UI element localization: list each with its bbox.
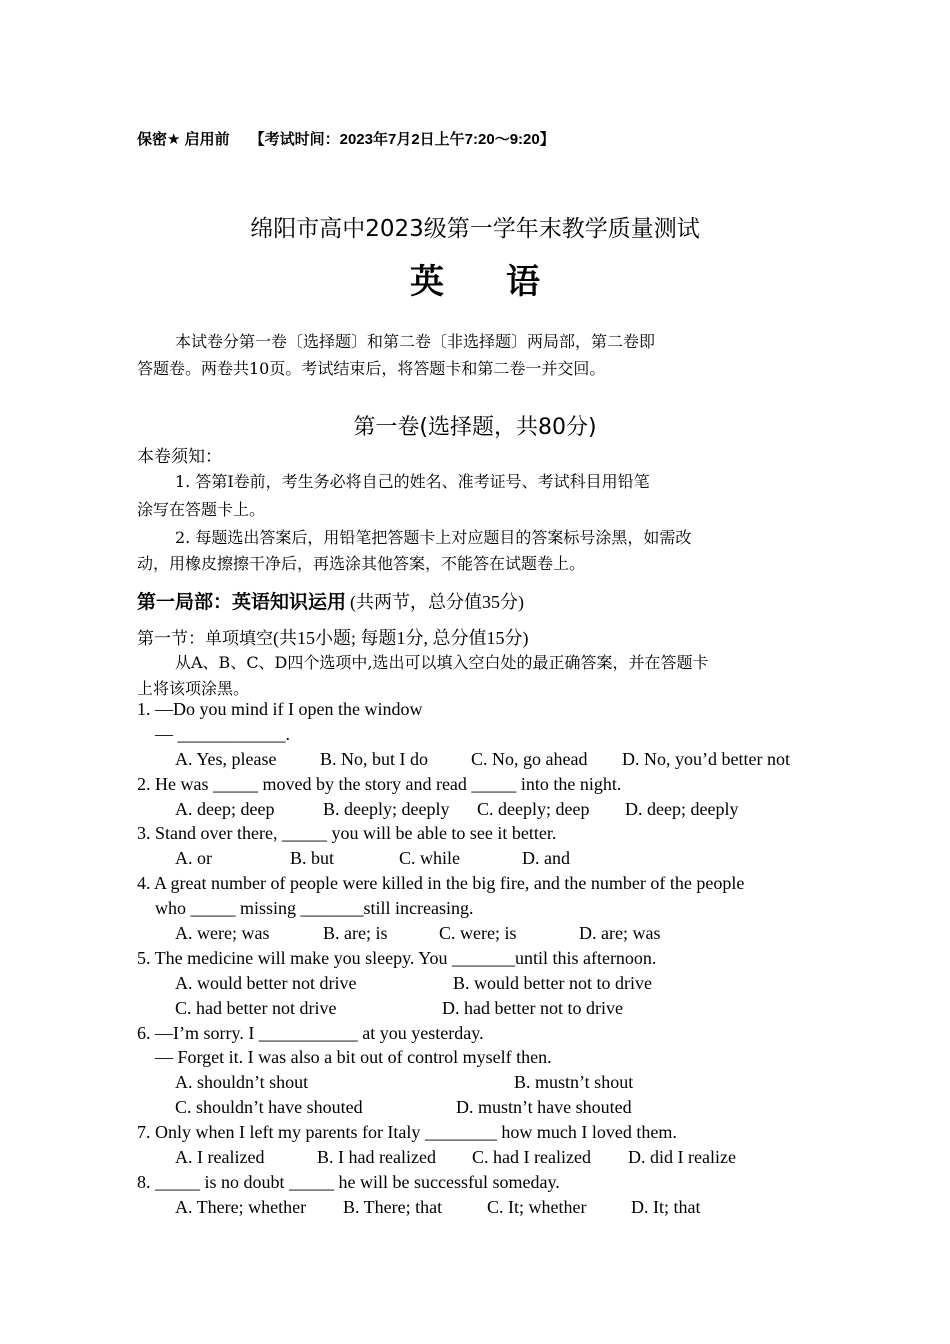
question-8-option-d: D. It; that [631,1197,701,1217]
subject-title: 英语 [410,262,602,302]
question-5-stem: 5. The medicine will make you sleepy. You _______until this afternoon. [137,948,657,968]
exam-header [137,128,555,149]
confidential-label: 保密★ 启用前 [137,131,230,148]
question-2-option-b: B. deeply; deeply [323,799,450,819]
section1-info: (共15小题; 每题1分, 总分值15分) [273,628,529,648]
question-5-option-a: A. would better not drive [175,973,357,993]
question-8-option-a: A. There; whether [175,1197,307,1217]
question-4-option-d: D. are; was [579,923,661,943]
notice-2-line-2: 动，用橡皮擦擦干净后，再选涂其他答案，不能答在试题卷上。 [137,554,586,573]
question-1-option-d: D. No, you’d better not [622,749,790,769]
notice-title: 本卷须知： [137,447,222,467]
question-6-option-a: A. shouldn’t shout [175,1072,309,1092]
question-7-option-a: A. I realized [175,1147,265,1167]
section1-heading [137,624,529,650]
question-1-option-c: C. No, go ahead [471,749,588,769]
question-4-option-a: A. were; was [175,923,270,943]
question-2-option-d: D. deep; deeply [625,799,739,819]
question-2-option-a: A. deep; deep [175,799,275,819]
question-3-option-c: C. while [399,848,460,868]
question-3-option-b: B. but [290,848,335,868]
instruction-line-1: 从A、B、C、D四个选项中,选出可以填入空白处的最正确答案，并在答题卡 [175,653,709,672]
question-8-option-b: B. There; that [343,1197,443,1217]
question-1-stem: 1. —Do you mind if I open the window [137,699,423,719]
question-1-stem-2: — ____________. [155,724,290,744]
intro-line-1: 本试卷分第一卷〔选择题〕和第二卷〔非选择题〕两局部，第二卷即 [175,332,656,351]
notice-2-line-1: 2. 每题选出答案后，用铅笔把答题卡上对应题目的答案标号涂黑，如需改 [175,528,692,547]
question-8-stem: 8. _____ is no doubt _____ he will be successful someday. [137,1172,560,1192]
part1-info: (共两节，总分值35分) [350,592,525,612]
question-5-option-d: D. had better not to drive [442,998,623,1018]
question-5-option-c: C. had better not drive [175,998,337,1018]
question-4-stem-2: who _____ missing _______still increasing. [155,898,474,918]
exam-time: 【考试时间：2023年7月2日上午7:20～9:20】 [249,131,555,148]
part1-heading [137,587,524,614]
question-1-option-b: B. No, but I do [320,749,428,769]
section1-title: 第一节：单项填空 [137,629,273,649]
question-7-option-d: D. did I realize [628,1147,736,1167]
question-2-option-c: C. deeply; deep [477,799,590,819]
question-6-option-b: B. mustn’t shout [514,1072,634,1092]
question-1-option-a: A. Yes, please [175,749,277,769]
question-3-option-d: D. and [522,848,570,868]
question-4-option-b: B. are; is [323,923,388,943]
question-3-stem: 3. Stand over there, _____ you will be able to see it better. [137,823,557,843]
question-7-stem: 7. Only when I left my parents for Italy ________ how much I loved them. [137,1122,677,1142]
notice-1-line-1: 1. 答第I卷前，考生务必将自己的姓名、准考证号、考试科目用铅笔 [175,472,650,491]
question-7-option-b: B. I had realized [317,1147,436,1167]
question-6-stem-2: — Forget it. I was also a bit out of control myself then. [155,1047,552,1067]
question-7-option-c: C. had I realized [472,1147,591,1167]
notice-1-line-2: 涂写在答题卡上。 [137,500,266,519]
question-2-stem: 2. He was _____ moved by the story and read _____ into the night. [137,774,622,794]
question-4-option-c: C. were; is [439,923,517,943]
intro-line-2: 答题卷。两卷共10页。考试结束后，将答题卡和第二卷一并交回。 [137,359,606,378]
question-6-stem: 6. —I’m sorry. I ___________ at you yesterday. [137,1023,484,1043]
part1-title: 第一局部：英语知识运用 [137,591,347,613]
question-3-option-a: A. or [175,848,212,868]
question-6-option-d: D. mustn’t have shouted [456,1097,632,1117]
instruction-line-2: 上将该项涂黑。 [137,679,250,698]
question-5-option-b: B. would better not to drive [453,973,652,993]
question-8-option-c: C. It; whether [487,1197,587,1217]
question-4-stem: 4. A great number of people were killed in the big fire, and the number of the people [137,873,745,893]
exam-title: 绵阳市高中2023级第一学年末教学质量测试 [250,216,700,242]
volume1-title: 第一卷(选择题，共80分) [353,415,597,440]
question-6-option-c: C. shouldn’t have shouted [175,1097,363,1117]
